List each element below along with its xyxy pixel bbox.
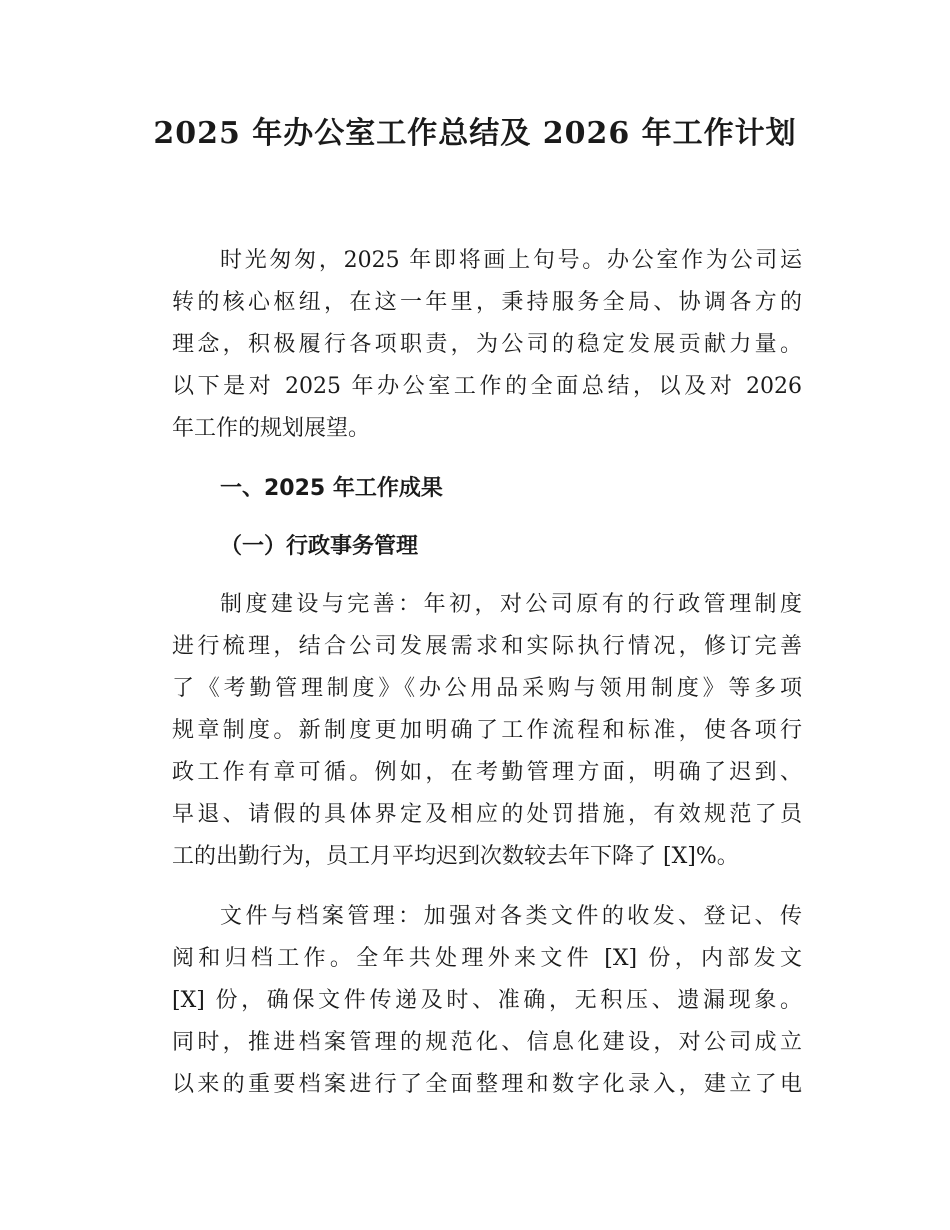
paragraph-line <box>172 896 802 938</box>
intro-line: 理念，积极履行各项职责，为公司的稳定发展贡献力量。 <box>172 332 802 357</box>
paragraph-lead: 制度建设与完善： <box>220 592 424 617</box>
paragraph-line: 早退、请假的具体界定及相应的处罚措施，有效规范了员 <box>172 802 802 827</box>
paragraph-text: 年初，对公司原有的行政管理制度 <box>423 592 802 617</box>
intro-line: 以下是对 2025 年办公室工作的全面总结，以及对 2026 <box>172 374 802 399</box>
document-title: 2025 年办公室工作总结及 2026 年工作计划 <box>153 116 797 151</box>
intro-line: 年工作的规划展望。 <box>172 416 371 441</box>
intro-line: 转的核心枢纽，在这一年里，秉持服务全局、协调各方的 <box>172 290 802 315</box>
paragraph-document-archives <box>172 896 802 1106</box>
paragraph-line: 以来的重要档案进行了全面整理和数字化录入，建立了电 <box>172 1072 802 1097</box>
intro-line: 时光匆匆，2025 年即将画上句号。办公室作为公司运 <box>220 248 802 273</box>
intro-paragraph <box>172 240 802 450</box>
section-heading-achievements: 一、2025 年工作成果 <box>220 476 443 501</box>
paragraph-text: 加强对各类文件的收发、登记、传 <box>423 904 802 929</box>
paragraph-line: 阅和归档工作。全年共处理外来文件 [X] 份，内部发文 <box>172 946 802 971</box>
subsection-heading-admin: （一）行政事务管理 <box>220 534 419 559</box>
paragraph-line: 了《考勤管理制度》《办公用品采购与领用制度》等多项 <box>172 676 802 701</box>
paragraph-lead: 文件与档案管理： <box>220 904 424 929</box>
paragraph-line: 同时，推进档案管理的规范化、信息化建设，对公司成立 <box>172 1030 802 1055</box>
paragraph-line: 工的出勤行为，员工月平均迟到次数较去年下降了 [X]%。 <box>172 844 739 869</box>
paragraph-line: [X] 份，确保文件传递及时、准确，无积压、遗漏现象。 <box>172 988 802 1013</box>
paragraph-line: 政工作有章可循。例如，在考勤管理方面，明确了迟到、 <box>172 760 802 785</box>
paragraph-line <box>172 584 802 626</box>
paragraph-system-construction <box>172 584 802 878</box>
paragraph-line: 进行梳理，结合公司发展需求和实际执行情况，修订完善 <box>172 634 802 659</box>
paragraph-line: 规章制度。新制度更加明确了工作流程和标准，使各项行 <box>172 718 802 743</box>
